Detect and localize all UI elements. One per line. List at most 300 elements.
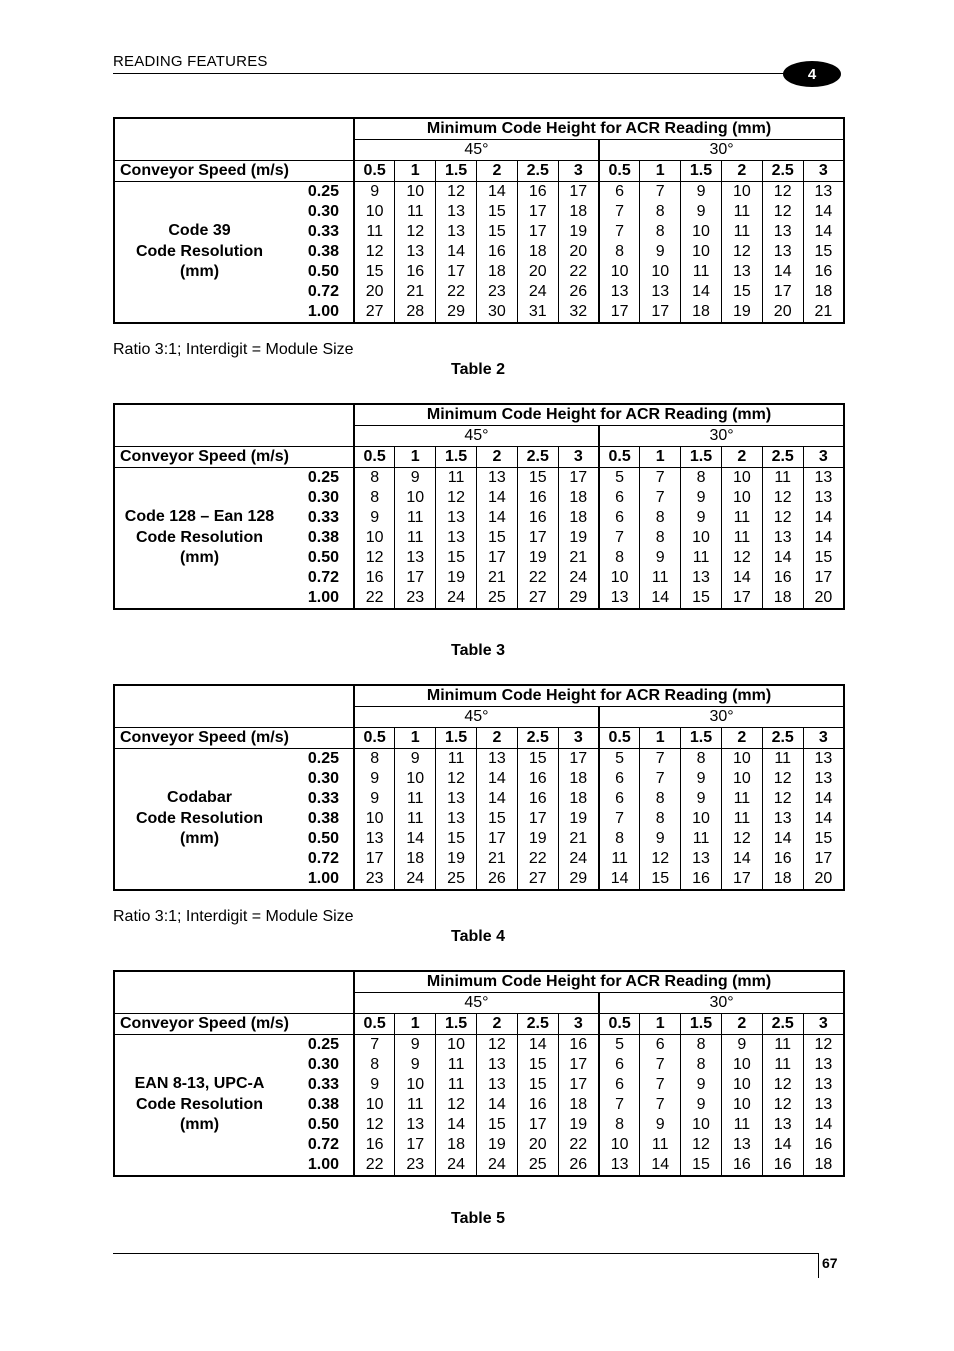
height-value: 24 bbox=[558, 849, 599, 869]
height-value: 17 bbox=[762, 282, 803, 302]
code-type-line: EAN 8-13, UPC-A bbox=[134, 1075, 265, 1093]
height-value: 12 bbox=[436, 182, 477, 203]
height-value: 20 bbox=[558, 242, 599, 262]
height-value: 23 bbox=[395, 1155, 436, 1176]
height-value: 23 bbox=[476, 282, 517, 302]
height-value: 16 bbox=[762, 568, 803, 588]
height-value: 12 bbox=[354, 548, 395, 568]
speed-header: 0.5 bbox=[354, 1014, 395, 1035]
acr-table-block bbox=[113, 403, 843, 610]
height-value: 13 bbox=[803, 1055, 844, 1075]
height-value: 13 bbox=[476, 1075, 517, 1095]
height-value: 7 bbox=[640, 749, 681, 770]
height-value: 13 bbox=[395, 242, 436, 262]
speed-header: 2.5 bbox=[517, 447, 558, 468]
speed-header: 2.5 bbox=[517, 1014, 558, 1035]
height-value: 12 bbox=[436, 1095, 477, 1115]
height-value: 20 bbox=[803, 588, 844, 609]
height-value: 13 bbox=[436, 202, 477, 222]
height-value: 11 bbox=[395, 809, 436, 829]
speed-header: 2.5 bbox=[762, 728, 803, 749]
height-value: 10 bbox=[395, 182, 436, 203]
height-value: 14 bbox=[476, 182, 517, 203]
height-value: 11 bbox=[354, 222, 395, 242]
height-value: 6 bbox=[599, 1075, 640, 1095]
height-value: 15 bbox=[476, 809, 517, 829]
table-title: Minimum Code Height for ACR Reading (mm) bbox=[354, 685, 844, 707]
code-type-line: Code 39 bbox=[168, 222, 231, 240]
speed-header: 2 bbox=[721, 161, 762, 182]
height-value: 28 bbox=[395, 302, 436, 323]
height-value: 21 bbox=[558, 829, 599, 849]
chapter-badge: 4 bbox=[783, 61, 841, 87]
height-value: 12 bbox=[721, 829, 762, 849]
height-value: 26 bbox=[558, 1155, 599, 1176]
height-value: 17 bbox=[599, 302, 640, 323]
height-value: 17 bbox=[721, 869, 762, 890]
height-value: 13 bbox=[762, 222, 803, 242]
height-value: 15 bbox=[803, 548, 844, 568]
resolution-value: 0.50 bbox=[284, 829, 354, 849]
resolution-value: 0.72 bbox=[284, 568, 354, 588]
resolution-value: 0.30 bbox=[284, 488, 354, 508]
height-value: 19 bbox=[558, 1115, 599, 1135]
height-value: 13 bbox=[395, 548, 436, 568]
height-value: 13 bbox=[681, 849, 722, 869]
speed-header: 3 bbox=[803, 1014, 844, 1035]
height-value: 11 bbox=[436, 749, 477, 770]
height-value: 18 bbox=[681, 302, 722, 323]
height-value: 7 bbox=[640, 468, 681, 489]
angle-45-header: 45° bbox=[354, 993, 599, 1014]
resolution-value: 0.25 bbox=[284, 468, 354, 489]
height-value: 10 bbox=[721, 749, 762, 770]
speed-header: 2 bbox=[721, 1014, 762, 1035]
height-value: 10 bbox=[681, 528, 722, 548]
resolution-value: 0.33 bbox=[284, 222, 354, 242]
height-value: 22 bbox=[354, 588, 395, 609]
height-value: 25 bbox=[476, 588, 517, 609]
height-value: 17 bbox=[517, 222, 558, 242]
angle-30-header: 30° bbox=[599, 707, 844, 728]
height-value: 10 bbox=[721, 1095, 762, 1115]
height-value: 22 bbox=[517, 849, 558, 869]
height-value: 17 bbox=[640, 302, 681, 323]
section-header: READING FEATURES bbox=[113, 53, 268, 70]
speed-header: 1 bbox=[395, 728, 436, 749]
height-value: 14 bbox=[476, 488, 517, 508]
height-value: 8 bbox=[681, 1035, 722, 1056]
code-type-line: Code Resolution bbox=[135, 528, 264, 546]
resolution-value: 0.25 bbox=[284, 749, 354, 770]
height-value: 32 bbox=[558, 302, 599, 323]
height-value: 17 bbox=[517, 528, 558, 548]
height-value: 10 bbox=[681, 222, 722, 242]
height-value: 8 bbox=[354, 488, 395, 508]
height-value: 15 bbox=[681, 588, 722, 609]
height-value: 12 bbox=[436, 488, 477, 508]
height-value: 9 bbox=[395, 1035, 436, 1056]
height-value: 19 bbox=[517, 548, 558, 568]
resolution-value: 0.38 bbox=[284, 1095, 354, 1115]
height-value: 22 bbox=[517, 568, 558, 588]
height-value: 18 bbox=[476, 262, 517, 282]
table-row bbox=[114, 468, 844, 489]
height-value: 8 bbox=[599, 548, 640, 568]
height-value: 10 bbox=[681, 1115, 722, 1135]
height-value: 17 bbox=[354, 849, 395, 869]
height-value: 19 bbox=[436, 849, 477, 869]
height-value: 10 bbox=[436, 1035, 477, 1056]
height-value: 15 bbox=[681, 1155, 722, 1176]
angle-row bbox=[114, 707, 844, 728]
height-value: 15 bbox=[476, 528, 517, 548]
height-value: 9 bbox=[681, 508, 722, 528]
resolution-value: 0.38 bbox=[284, 242, 354, 262]
height-value: 13 bbox=[803, 769, 844, 789]
speed-header: 2.5 bbox=[762, 1014, 803, 1035]
height-value: 25 bbox=[436, 869, 477, 890]
resolution-value: 0.50 bbox=[284, 548, 354, 568]
page-number: 67 bbox=[822, 1255, 838, 1271]
height-value: 10 bbox=[599, 568, 640, 588]
height-value: 11 bbox=[721, 222, 762, 242]
corner-cell bbox=[114, 426, 354, 447]
resolution-value: 0.72 bbox=[284, 849, 354, 869]
height-value: 20 bbox=[762, 302, 803, 323]
height-value: 29 bbox=[558, 588, 599, 609]
speed-header: 0.5 bbox=[599, 1014, 640, 1035]
height-value: 18 bbox=[558, 488, 599, 508]
height-value: 11 bbox=[762, 749, 803, 770]
angle-row bbox=[114, 426, 844, 447]
height-value: 8 bbox=[681, 749, 722, 770]
height-value: 18 bbox=[803, 1155, 844, 1176]
height-value: 10 bbox=[354, 809, 395, 829]
height-value: 13 bbox=[803, 1075, 844, 1095]
height-value: 9 bbox=[354, 789, 395, 809]
speed-header: 2.5 bbox=[517, 728, 558, 749]
height-value: 13 bbox=[721, 1135, 762, 1155]
height-value: 14 bbox=[640, 588, 681, 609]
height-value: 18 bbox=[558, 202, 599, 222]
height-value: 14 bbox=[803, 508, 844, 528]
height-value: 26 bbox=[476, 869, 517, 890]
height-value: 11 bbox=[762, 1035, 803, 1056]
speed-row bbox=[114, 161, 844, 182]
resolution-value: 1.00 bbox=[284, 588, 354, 609]
height-value: 14 bbox=[436, 1115, 477, 1135]
height-value: 10 bbox=[721, 182, 762, 203]
speed-row bbox=[114, 447, 844, 468]
height-value: 17 bbox=[517, 202, 558, 222]
height-value: 14 bbox=[395, 829, 436, 849]
table-caption: Table 3 bbox=[451, 642, 505, 659]
height-value: 9 bbox=[640, 829, 681, 849]
height-value: 10 bbox=[681, 242, 722, 262]
height-value: 13 bbox=[762, 1115, 803, 1135]
code-type-label bbox=[114, 749, 284, 891]
height-value: 9 bbox=[681, 1095, 722, 1115]
height-value: 8 bbox=[354, 1055, 395, 1075]
height-value: 8 bbox=[599, 1115, 640, 1135]
resolution-value: 0.38 bbox=[284, 809, 354, 829]
height-value: 16 bbox=[762, 1155, 803, 1176]
header-rule bbox=[113, 73, 803, 74]
height-value: 11 bbox=[395, 508, 436, 528]
height-value: 11 bbox=[436, 1075, 477, 1095]
table-title: Minimum Code Height for ACR Reading (mm) bbox=[354, 404, 844, 426]
height-value: 16 bbox=[476, 242, 517, 262]
height-value: 14 bbox=[762, 262, 803, 282]
height-value: 18 bbox=[517, 242, 558, 262]
height-value: 12 bbox=[762, 1095, 803, 1115]
height-value: 18 bbox=[762, 588, 803, 609]
height-value: 12 bbox=[354, 1115, 395, 1135]
angle-30-header: 30° bbox=[599, 140, 844, 161]
height-value: 12 bbox=[803, 1035, 844, 1056]
height-value: 16 bbox=[517, 1095, 558, 1115]
speed-header: 0.5 bbox=[354, 728, 395, 749]
height-value: 16 bbox=[721, 1155, 762, 1176]
height-value: 10 bbox=[721, 468, 762, 489]
resolution-value: 0.50 bbox=[284, 262, 354, 282]
title-row bbox=[114, 404, 844, 426]
height-value: 16 bbox=[517, 789, 558, 809]
height-value: 14 bbox=[640, 1155, 681, 1176]
height-value: 13 bbox=[354, 829, 395, 849]
height-value: 23 bbox=[395, 588, 436, 609]
angle-45-header: 45° bbox=[354, 426, 599, 447]
angle-45-header: 45° bbox=[354, 140, 599, 161]
height-value: 9 bbox=[354, 769, 395, 789]
speed-header: 1.5 bbox=[436, 161, 477, 182]
height-value: 8 bbox=[640, 202, 681, 222]
height-value: 14 bbox=[803, 1115, 844, 1135]
height-value: 10 bbox=[599, 1135, 640, 1155]
speed-header: 3 bbox=[558, 161, 599, 182]
height-value: 9 bbox=[681, 488, 722, 508]
height-value: 18 bbox=[395, 849, 436, 869]
height-value: 6 bbox=[599, 789, 640, 809]
angle-45-header: 45° bbox=[354, 707, 599, 728]
table-caption: Table 5 bbox=[451, 1210, 505, 1227]
code-type-line: (mm) bbox=[179, 1116, 220, 1134]
title-row bbox=[114, 971, 844, 993]
height-value: 9 bbox=[681, 769, 722, 789]
resolution-value: 0.33 bbox=[284, 789, 354, 809]
height-value: 11 bbox=[762, 1055, 803, 1075]
height-value: 7 bbox=[599, 528, 640, 548]
height-value: 17 bbox=[558, 468, 599, 489]
height-value: 13 bbox=[436, 222, 477, 242]
height-value: 11 bbox=[721, 202, 762, 222]
angle-row bbox=[114, 993, 844, 1014]
angle-30-header: 30° bbox=[599, 993, 844, 1014]
speed-header: 0.5 bbox=[354, 447, 395, 468]
height-value: 14 bbox=[803, 809, 844, 829]
height-value: 15 bbox=[476, 202, 517, 222]
height-value: 15 bbox=[436, 548, 477, 568]
height-value: 11 bbox=[395, 1095, 436, 1115]
height-value: 17 bbox=[517, 1115, 558, 1135]
resolution-value: 0.33 bbox=[284, 508, 354, 528]
height-value: 9 bbox=[354, 1075, 395, 1095]
resolution-value: 0.25 bbox=[284, 182, 354, 203]
height-value: 12 bbox=[354, 242, 395, 262]
height-value: 16 bbox=[762, 849, 803, 869]
height-value: 11 bbox=[640, 568, 681, 588]
height-value: 13 bbox=[436, 508, 477, 528]
height-value: 13 bbox=[436, 809, 477, 829]
height-value: 20 bbox=[803, 869, 844, 890]
speed-header: 1 bbox=[640, 447, 681, 468]
speed-header: 1 bbox=[640, 728, 681, 749]
height-value: 12 bbox=[640, 849, 681, 869]
speed-row bbox=[114, 1014, 844, 1035]
height-value: 11 bbox=[436, 468, 477, 489]
height-value: 17 bbox=[395, 1135, 436, 1155]
height-value: 18 bbox=[558, 769, 599, 789]
resolution-value: 0.50 bbox=[284, 1115, 354, 1135]
height-value: 14 bbox=[517, 1035, 558, 1056]
height-value: 18 bbox=[558, 1095, 599, 1115]
height-value: 9 bbox=[681, 1075, 722, 1095]
speed-header: 2 bbox=[721, 728, 762, 749]
height-value: 15 bbox=[721, 282, 762, 302]
speed-header: 1.5 bbox=[436, 447, 477, 468]
height-value: 16 bbox=[517, 488, 558, 508]
height-value: 11 bbox=[395, 528, 436, 548]
height-value: 11 bbox=[681, 548, 722, 568]
height-value: 18 bbox=[436, 1135, 477, 1155]
height-value: 9 bbox=[395, 749, 436, 770]
height-value: 12 bbox=[762, 202, 803, 222]
height-value: 14 bbox=[803, 789, 844, 809]
height-value: 17 bbox=[721, 588, 762, 609]
height-value: 17 bbox=[558, 182, 599, 203]
height-value: 17 bbox=[558, 1055, 599, 1075]
height-value: 11 bbox=[395, 202, 436, 222]
speed-header: 0.5 bbox=[599, 447, 640, 468]
height-value: 16 bbox=[558, 1035, 599, 1056]
table-note: Ratio 3:1; Interdigit = Module Size bbox=[113, 341, 354, 358]
height-value: 7 bbox=[640, 1075, 681, 1095]
height-value: 14 bbox=[599, 869, 640, 890]
height-value: 18 bbox=[762, 869, 803, 890]
height-value: 24 bbox=[476, 1155, 517, 1176]
height-value: 6 bbox=[599, 508, 640, 528]
height-value: 22 bbox=[558, 262, 599, 282]
table-row bbox=[114, 1035, 844, 1056]
height-value: 13 bbox=[762, 528, 803, 548]
height-value: 7 bbox=[599, 222, 640, 242]
corner-cell bbox=[114, 140, 354, 161]
height-value: 17 bbox=[517, 809, 558, 829]
resolution-value: 0.72 bbox=[284, 282, 354, 302]
height-value: 27 bbox=[354, 302, 395, 323]
height-value: 10 bbox=[640, 262, 681, 282]
height-value: 18 bbox=[558, 508, 599, 528]
height-value: 22 bbox=[436, 282, 477, 302]
speed-header: 2 bbox=[476, 1014, 517, 1035]
height-value: 13 bbox=[476, 468, 517, 489]
resolution-value: 0.30 bbox=[284, 202, 354, 222]
speed-header: 0.5 bbox=[599, 161, 640, 182]
height-value: 11 bbox=[681, 262, 722, 282]
angle-30-header: 30° bbox=[599, 426, 844, 447]
height-value: 16 bbox=[354, 1135, 395, 1155]
resolution-value: 0.72 bbox=[284, 1135, 354, 1155]
resolution-value: 1.00 bbox=[284, 1155, 354, 1176]
height-value: 8 bbox=[354, 749, 395, 770]
conveyor-speed-label: Conveyor Speed (m/s) bbox=[114, 728, 354, 749]
table-note: Ratio 3:1; Interdigit = Module Size bbox=[113, 908, 354, 925]
acr-table-block bbox=[113, 117, 843, 324]
height-value: 18 bbox=[803, 282, 844, 302]
height-value: 13 bbox=[803, 488, 844, 508]
height-value: 13 bbox=[436, 789, 477, 809]
height-value: 10 bbox=[721, 488, 762, 508]
height-value: 10 bbox=[354, 528, 395, 548]
speed-header: 1 bbox=[395, 1014, 436, 1035]
height-value: 17 bbox=[803, 568, 844, 588]
height-value: 16 bbox=[517, 769, 558, 789]
height-value: 11 bbox=[721, 789, 762, 809]
height-value: 15 bbox=[517, 749, 558, 770]
height-value: 12 bbox=[476, 1035, 517, 1056]
height-value: 22 bbox=[354, 1155, 395, 1176]
height-value: 7 bbox=[599, 1095, 640, 1115]
height-value: 9 bbox=[640, 548, 681, 568]
height-value: 24 bbox=[558, 568, 599, 588]
height-value: 13 bbox=[803, 749, 844, 770]
speed-header: 2 bbox=[476, 728, 517, 749]
height-value: 14 bbox=[476, 508, 517, 528]
height-value: 19 bbox=[476, 1135, 517, 1155]
resolution-value: 0.33 bbox=[284, 1075, 354, 1095]
angle-row bbox=[114, 140, 844, 161]
height-value: 12 bbox=[721, 548, 762, 568]
speed-header: 1.5 bbox=[681, 161, 722, 182]
height-value: 9 bbox=[395, 1055, 436, 1075]
code-type-line: (mm) bbox=[179, 830, 220, 848]
speed-header: 1 bbox=[395, 161, 436, 182]
height-value: 15 bbox=[476, 222, 517, 242]
height-value: 17 bbox=[436, 262, 477, 282]
height-value: 14 bbox=[762, 548, 803, 568]
height-value: 8 bbox=[599, 242, 640, 262]
conveyor-speed-label: Conveyor Speed (m/s) bbox=[114, 1014, 354, 1035]
code-type-label bbox=[114, 182, 284, 324]
height-value: 14 bbox=[476, 1095, 517, 1115]
height-value: 10 bbox=[681, 809, 722, 829]
height-value: 11 bbox=[681, 829, 722, 849]
height-value: 11 bbox=[599, 849, 640, 869]
speed-row bbox=[114, 728, 844, 749]
code-type-line: Code Resolution bbox=[135, 242, 264, 260]
height-value: 9 bbox=[681, 789, 722, 809]
height-value: 10 bbox=[599, 262, 640, 282]
height-value: 18 bbox=[558, 789, 599, 809]
height-value: 14 bbox=[476, 789, 517, 809]
height-value: 5 bbox=[599, 1035, 640, 1056]
table-row bbox=[114, 182, 844, 203]
speed-header: 3 bbox=[803, 728, 844, 749]
height-value: 12 bbox=[762, 1075, 803, 1095]
speed-header: 1 bbox=[395, 447, 436, 468]
speed-header: 1.5 bbox=[681, 1014, 722, 1035]
